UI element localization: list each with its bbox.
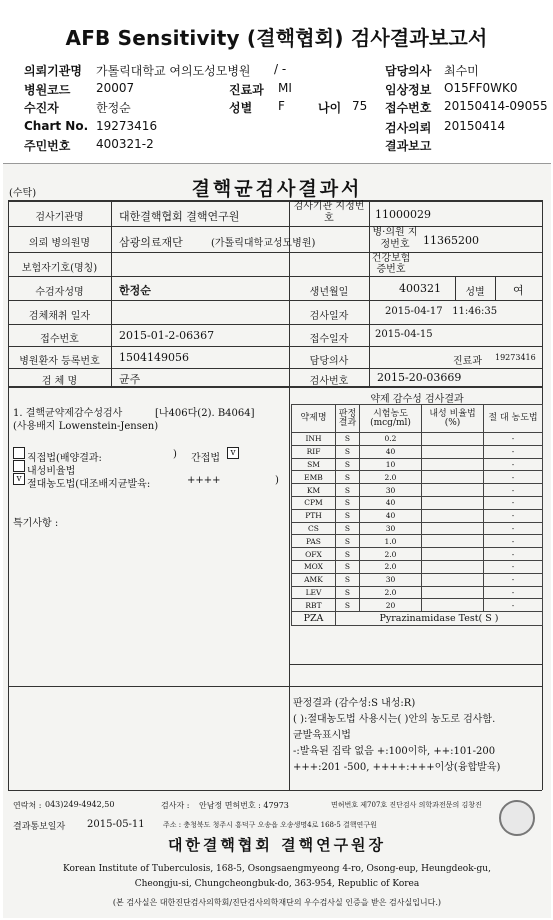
drug-absolute: - (484, 496, 543, 509)
label-hospital-registration: 병원환자 등록번호 (19, 356, 100, 367)
value-attending-doctor: 최수미 (444, 64, 479, 78)
drug-name: SM (292, 458, 336, 471)
drug-ratio (422, 548, 484, 561)
drug-ratio (422, 535, 484, 548)
drug-name: PAS (292, 535, 336, 548)
table-row (292, 458, 543, 471)
label-doc-department: 진료과 (453, 356, 482, 367)
report-title: AFB Sensitivity (결핵협회) 검사결과보고서 (65, 26, 488, 50)
resistance-ratio-checkbox[interactable] (13, 460, 25, 472)
footer-contact-label: 연락처 : (13, 801, 42, 810)
label-hospital-code: 병원코드 (24, 83, 71, 97)
drug-concentration: 0.2 (360, 433, 422, 446)
drug-result: S (336, 433, 360, 446)
drug-name: INH (292, 433, 336, 446)
label-doc-doctor: 담당의사 (309, 356, 349, 367)
legend-line-3: 균발육표시법 (293, 730, 351, 741)
scanned-document (3, 163, 551, 918)
drug-name: RBT (292, 599, 336, 612)
drug-ratio (422, 471, 484, 484)
drug-result: S (336, 496, 360, 509)
drug-ratio (422, 496, 484, 509)
footer-date: 2015-05-11 (87, 819, 145, 830)
test-method-code: [나406다(2). B4064] (155, 408, 255, 419)
drug-ratio (422, 484, 484, 497)
direct-method-close: ) (173, 449, 177, 460)
value-agency-number: 11000029 (375, 208, 431, 221)
absolute-concentration-growth: ++++ (187, 475, 221, 486)
label-referring-agency: 의뢰기관명 (24, 64, 82, 78)
table-row (292, 522, 543, 535)
drug-concentration: 40 (360, 445, 422, 458)
legend-line-5: +++:201 -500, ++++:+++이상(융합발육) (293, 762, 501, 773)
col-concentration: 시험농도 (mcg/ml) (360, 405, 422, 433)
label-specimen-date: 검체채취 일자 (28, 311, 91, 322)
drug-name: LEV (292, 586, 336, 599)
label-referring-clinic: 의뢰 병의원명 (28, 238, 91, 249)
drug-absolute: - (484, 509, 543, 522)
drug-ratio (422, 509, 484, 522)
label-test-agency: 검사기관명 (35, 212, 84, 223)
table-row (292, 509, 543, 522)
drug-concentration: 40 (360, 496, 422, 509)
value-clinical-info: O15FF0WK0 (444, 81, 518, 95)
footer-address: 주소 : 충청북도 청주시 흥덕구 오송읍 오송생명4로 168-5 결핵연구원 (163, 821, 377, 829)
drug-absolute: - (484, 522, 543, 535)
footer-tester-label: 검사자 : (161, 801, 190, 810)
label-insurer: 보험자기호(명칭) (21, 263, 98, 274)
legend-line-1: 판정결과 (감수성:S 내성:R) (293, 698, 416, 709)
drug-ratio (422, 560, 484, 573)
drug-result: S (336, 471, 360, 484)
drug-name: PTH (292, 509, 336, 522)
label-age: 나이 (318, 101, 342, 115)
value-receipt-date: 2015-04-15 (375, 329, 433, 340)
label-clinic-number: 병·의원 지정번호 (372, 227, 418, 250)
value-test-agency: 대한결핵협회 결핵연구원 (119, 210, 240, 223)
drug-result: S (336, 445, 360, 458)
drug-concentration: 2.0 (360, 548, 422, 561)
special-notes-label: 특기사항 : (13, 518, 59, 529)
label-attending-doctor: 담당의사 (385, 64, 432, 78)
drug-name: EMB (292, 471, 336, 484)
label-resident-no: 주민번호 (24, 139, 71, 153)
drug-name: KM (292, 484, 336, 497)
drug-ratio (422, 433, 484, 446)
drug-name: AMK (292, 573, 336, 586)
value-age: 75 (352, 99, 368, 113)
label-sex: 성별 (229, 101, 253, 115)
label-chart-no: Chart No. (24, 119, 89, 133)
table-row (292, 471, 543, 484)
footer-certification-note: (본 검사실은 대한진단검사의학회/진단검사의학재단의 우수검사실 인증을 받은 검사실입니다.) (112, 898, 442, 907)
col-drug: 약제명 (292, 405, 336, 433)
drug-concentration: 20 (360, 599, 422, 612)
drug-result: S (336, 548, 360, 561)
value-chart-no: 19273416 (96, 119, 158, 133)
consignment-mark: (수탁) (9, 188, 37, 199)
table-row (292, 599, 543, 612)
label-receipt-no: 접수번호 (40, 334, 79, 345)
drug-absolute: - (484, 471, 543, 484)
drug-absolute: - (484, 548, 543, 561)
label-specimen-name: 검 체 명 (41, 376, 78, 387)
drug-concentration: 30 (360, 573, 422, 586)
drug-name: CS (292, 522, 336, 535)
drug-ratio (422, 599, 484, 612)
table-row (292, 573, 543, 586)
drug-ratio (422, 458, 484, 471)
value-doc-sex: 여 (513, 284, 524, 297)
document-title: 결핵균검사결과서 (191, 178, 363, 200)
drug-concentration: 2.0 (360, 560, 422, 573)
indirect-method-checkbox[interactable]: v (227, 447, 239, 459)
drug-absolute: - (484, 573, 543, 586)
value-referring-agency: 가톨릭대학교 여의도성모병원 (96, 64, 251, 78)
label-receipt-number: 접수번호 (385, 101, 432, 115)
footer-english-address-2: Cheongju-si, Chungcheongbuk-do, 363-954, Republic of Korea (134, 879, 420, 889)
table-row (292, 496, 543, 509)
drug-absolute: - (484, 560, 543, 573)
value-specimen-name: 균주 (119, 373, 141, 386)
col-ratio: 내성 비율법(%) (422, 405, 484, 433)
drug-name: RIF (292, 445, 336, 458)
absolute-concentration-label: 절대농도법(대조배지균발육: (27, 479, 151, 490)
drug-absolute: - (484, 458, 543, 471)
drug-absolute: - (484, 586, 543, 599)
drug-ratio (422, 573, 484, 586)
test-method-title: 1. 결핵균약제감수성검사 (13, 408, 123, 419)
label-department: 진료과 (229, 83, 264, 97)
drug-concentration: 30 (360, 522, 422, 535)
drug-concentration: 40 (360, 509, 422, 522)
drug-concentration: 10 (360, 458, 422, 471)
col-absolute: 절 대 농도법 (484, 405, 543, 433)
value-birth-date: 400321 (399, 282, 441, 295)
drug-concentration: 1.0 (360, 535, 422, 548)
value-hospital-registration: 1504149056 (119, 351, 189, 364)
drug-ratio (422, 522, 484, 535)
drug-name: MOX (292, 560, 336, 573)
value-examinee: 한정순 (119, 284, 151, 297)
drug-result: S (336, 535, 360, 548)
table-row-pza (292, 612, 543, 626)
table-row (292, 433, 543, 446)
value-test-request: 20150414 (444, 119, 506, 133)
absolute-concentration-close: ) (275, 475, 279, 486)
table-row (292, 484, 543, 497)
label-test-date: 검사일자 (309, 311, 349, 322)
drug-absolute: - (484, 445, 543, 458)
drug-result: S (336, 509, 360, 522)
drug-name: OFX (292, 548, 336, 561)
drug-result: S (336, 458, 360, 471)
label-result-report: 결과보고 (385, 139, 432, 153)
drug-ratio (422, 445, 484, 458)
culture-medium: (사용배지 Lowenstein-Jensen) (13, 421, 159, 432)
drug-result: S (336, 586, 360, 599)
footer-director: 면허번호 제707호 진단검사 의학과전문의 김창진 (331, 801, 482, 809)
drug-concentration: 30 (360, 484, 422, 497)
drug-absolute: - (484, 484, 543, 497)
table-row (292, 535, 543, 548)
drug-name: CPM (292, 496, 336, 509)
drug-sensitivity-table (291, 404, 543, 626)
drug-result: S (336, 573, 360, 586)
drug-result: S (336, 484, 360, 497)
official-seal (499, 800, 535, 836)
value-clinic-number: 11365200 (423, 234, 479, 247)
footer-date-label: 결과통보일자 (13, 822, 66, 832)
value-referring-clinic-sub: (가톨릭대학교성모병원) (211, 238, 316, 249)
table-row (292, 560, 543, 573)
legend-line-4: -:발육된 집락 없음 +:100이하, ++:101-200 (293, 746, 496, 757)
drug-absolute: - (484, 599, 543, 612)
label-doc-sex: 성별 (465, 287, 485, 298)
pza-result: Pyrazinamidase Test( S ) (336, 612, 543, 626)
drug-absolute: - (484, 433, 543, 446)
footer-contact: 043)249-4942,50 (45, 800, 115, 809)
value-ward: / - (274, 62, 287, 76)
value-sex: F (278, 99, 285, 113)
direct-method-checkbox[interactable] (13, 447, 25, 459)
direct-method-label: 직접법(배양결과: (27, 453, 102, 464)
footer-organization: 대한결핵협회 결핵연구원장 (167, 836, 387, 854)
indirect-method-label: 간접법 (191, 453, 220, 464)
value-receipt-number: 20150414-09055 (444, 99, 548, 113)
label-clinical-info: 임상정보 (385, 83, 432, 97)
resistance-ratio-label: 내성비율법 (27, 466, 76, 477)
drug-name: PZA (292, 612, 336, 626)
label-receipt-date: 접수일자 (309, 334, 349, 345)
value-doc-department: 19273416 (495, 353, 536, 362)
value-test-date: 2015-04-17 11:46:35 (385, 306, 498, 317)
label-test-number: 검사번호 (309, 376, 349, 387)
label-birth-date: 생년월일 (309, 287, 349, 298)
value-receipt-no: 2015-01-2-06367 (119, 329, 215, 342)
label-test-request: 검사의뢰 (385, 121, 432, 135)
legend-line-2: ( ):절대농도법 사용시는( )안의 농도로 검사함. (293, 714, 496, 725)
footer-tester: 안남정 면허번호 : 47973 (199, 801, 289, 810)
label-patient: 수진자 (24, 101, 59, 115)
value-hospital-code: 20007 (96, 81, 135, 95)
table-row (292, 445, 543, 458)
drug-result: S (336, 599, 360, 612)
label-health-insurance: 건강보험 증번호 (371, 253, 411, 275)
value-test-number: 2015-20-03669 (377, 371, 462, 384)
drug-concentration: 2.0 (360, 471, 422, 484)
drug-table-heading: 약제 감수성 검사결과 (370, 394, 464, 405)
absolute-concentration-checkbox[interactable]: v (13, 473, 25, 485)
label-examinee: 수검자성명 (35, 287, 84, 298)
value-department: MI (278, 81, 292, 95)
drug-ratio (422, 586, 484, 599)
col-result: 판정 결과 (336, 405, 360, 433)
value-resident-no: 400321-2 (96, 137, 154, 151)
table-row (292, 586, 543, 599)
drug-concentration: 2.0 (360, 586, 422, 599)
label-agency-number: 검사기관 지정번호 (293, 201, 365, 224)
drug-result: S (336, 560, 360, 573)
value-referring-clinic: 삼광의료재단 (119, 236, 183, 249)
drug-absolute: - (484, 535, 543, 548)
value-patient: 한정순 (96, 101, 131, 115)
footer-english-address-1: Korean Institute of Tuberculosis, 168-5, Osongsaengmyeong 4-ro, Osong-eup, Heungdeok-gu, (63, 864, 491, 874)
table-row (292, 548, 543, 561)
drug-result: S (336, 522, 360, 535)
